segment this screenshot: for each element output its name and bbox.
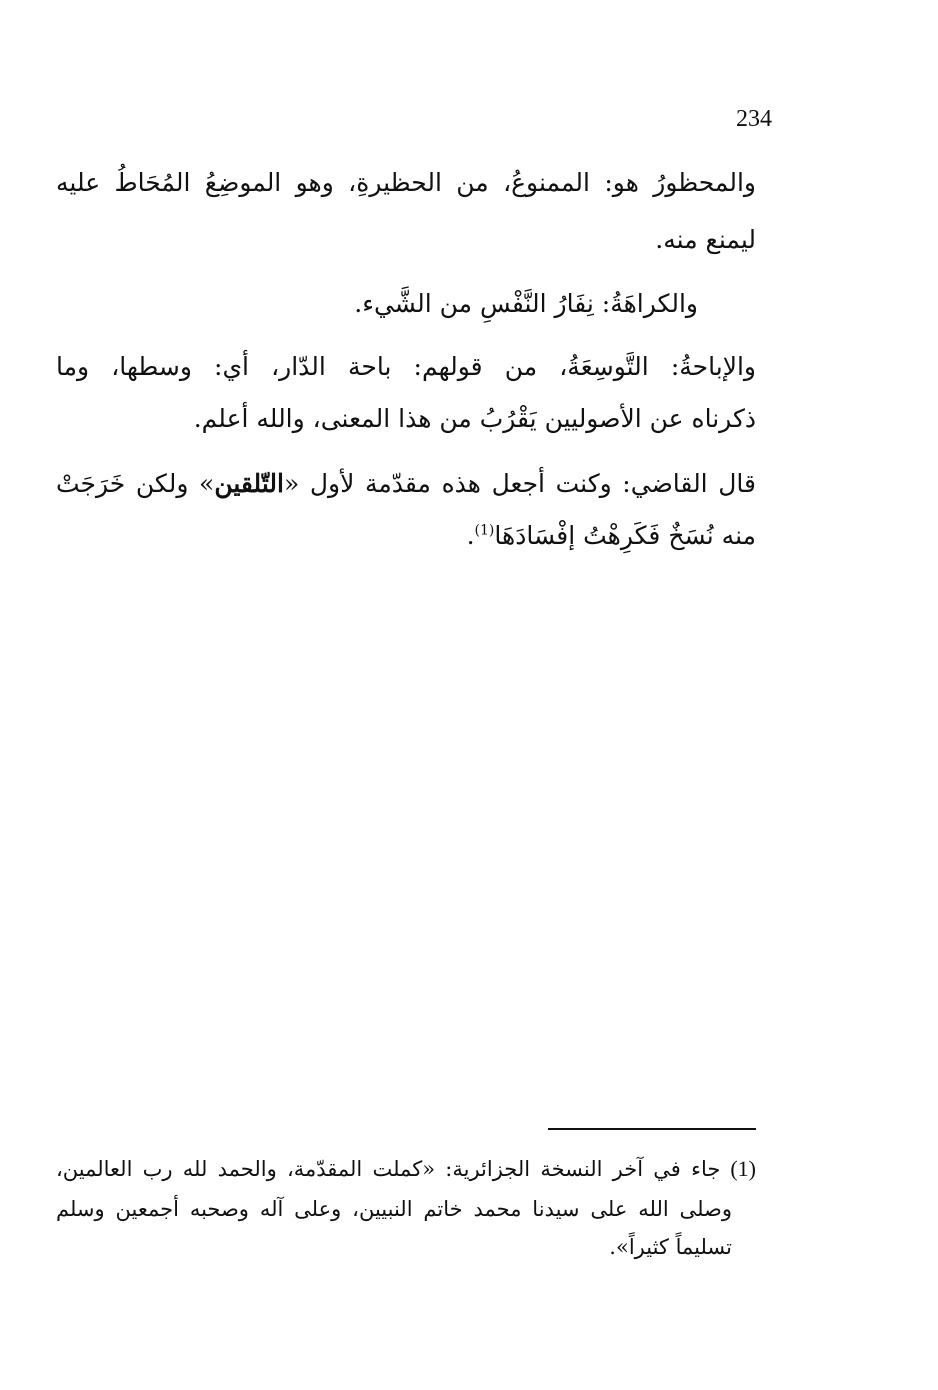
paragraph-3-line-1: والإباحةُ: التَّوسِعَةُ، من قولهم: باحة الدّار، أي: وسطها، وما [56,352,756,381]
footnote-1-line-1 [56,1152,756,1186]
footnote-reference: (1) [474,522,495,539]
footnote-1-line-3: تسليماً كثيراً». [609,1235,732,1259]
paragraph-4-line-2-end: . [466,521,475,550]
footnote-1-line-2: وصلى الله على سيدنا محمد خاتم النبيين، وعلى آله وصحبه أجمعين وسلم [56,1197,732,1221]
footnote-1-line-1-text: جاء في آخر النسخة الجزائرية: «كملت المقدّمة، والحمد لله رب العالمين، [56,1157,721,1181]
paragraph-4-line-2 [56,516,756,556]
footnote-number: (1) [730,1156,756,1181]
paragraph-1-line-1: والمحظورُ هو: الممنوعُ، من الحظيرةِ، وهو الموضِعُ المُحَاطُ عليه [56,168,756,197]
paragraph-1-line-2: ليمنع منه. [655,225,756,254]
footnote-separator [548,1128,756,1130]
page-number: 234 [736,106,772,132]
paragraph-2-text: والكراهَةُ: نِفَارُ النَّفْسِ من الشَّيء. [354,289,698,318]
paragraph-4-line-2-text: منه نُسَخٌ فَكَرِهْتُ إفْسَادَهَا [494,521,756,550]
paragraph-4-line-1 [56,464,756,504]
paragraph-4-text-after: » ولكن خَرَجَتْ [56,469,215,498]
book-title-talqin: التّلقين [214,469,284,498]
paragraph-3-line-2: ذكرناه عن الأصوليين يَقْرُبُ من هذا المعنى، والله أعلم. [193,404,756,433]
paragraph-2-line-1 [56,284,756,324]
paragraph-4-text-before: قال القاضي: وكنت أجعل هذه مقدّمة لأول « [283,469,756,498]
